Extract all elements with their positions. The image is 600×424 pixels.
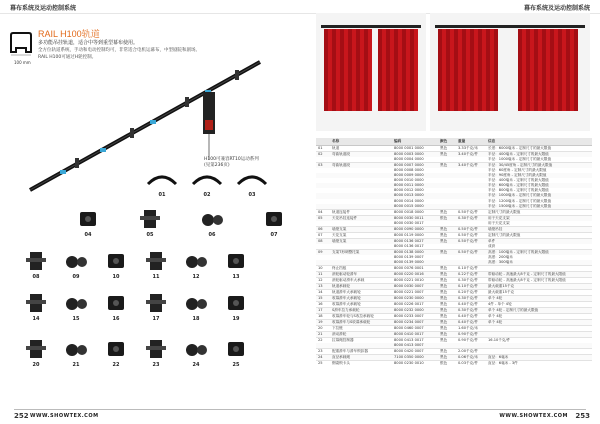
- row-weight: 0.10千克/件: [456, 284, 486, 290]
- row-info: 单个 4轮: [486, 296, 592, 302]
- row-number: 24: [316, 354, 330, 360]
- row-weight: 0.90千克/件: [456, 332, 486, 338]
- row-code: 8000 0014 0000: [394, 198, 424, 203]
- row-name: 轨道承载轮: [330, 284, 392, 290]
- row-weight: 0.90千克/件: [456, 338, 486, 344]
- row-code: 8000 0460 0007: [392, 326, 438, 332]
- row-weight: 0.40千克/件: [456, 302, 486, 308]
- row-weight: 3.33千克/米: [456, 145, 486, 151]
- row-number: 12: [316, 278, 330, 284]
- col-info-header: 信息: [486, 138, 592, 145]
- part-number-07: 07: [270, 232, 278, 238]
- row-code: 8000 0420 0007: [392, 348, 438, 354]
- row-info: 半径：400毫米 - 定制尺寸的最大限值: [488, 177, 549, 182]
- part-image-17: [140, 292, 172, 314]
- row-number: 25: [316, 360, 330, 366]
- part-number-12: 12: [192, 274, 200, 280]
- row-info: 带驱动轮 - 高速最大8千克 - 定制尺寸的最大限值: [486, 278, 592, 284]
- row-weight: 0.06千克/米: [456, 354, 486, 360]
- row-number: 22: [316, 338, 330, 344]
- part-image-10: [100, 250, 132, 272]
- row-number: 04: [316, 209, 330, 215]
- row-info: 直径：6毫米: [486, 354, 592, 360]
- row-name: 轨道滑车大承载轮: [330, 290, 392, 296]
- row-color: 黑色: [438, 302, 456, 308]
- row-name: 天花吊挂连接件: [330, 215, 392, 221]
- row-name: 直径承载绳: [330, 354, 392, 360]
- row-code: 8000 0233 0007: [392, 314, 438, 320]
- row-number: 15: [316, 296, 330, 302]
- row-color: 银色: [438, 215, 456, 221]
- row-code: 8000 0090 0000: [392, 226, 438, 232]
- part-image-22: [100, 338, 132, 360]
- row-code: 8000 0030 0017: [394, 220, 424, 225]
- part-number-21: 21: [72, 362, 80, 368]
- curtain-photo-2: [430, 13, 590, 131]
- row-weight: 0.40千克/件: [456, 314, 486, 320]
- row-code: 8000 0226 0017: [392, 302, 438, 308]
- row-name: 墙壁支架: [330, 238, 392, 244]
- row-code: 8000 0138 0000: [392, 249, 438, 255]
- row-color: 黑色: [438, 308, 456, 314]
- row-weight: 0.30千克/件: [456, 296, 486, 302]
- row-code: 8000 0011 0000: [392, 183, 438, 188]
- row-color: 黑色: [438, 266, 456, 272]
- part-image-23: [140, 338, 172, 360]
- row-code: 8000 0410 0017: [392, 332, 438, 338]
- row-number: 03: [316, 162, 330, 168]
- row-number: 09: [316, 249, 330, 255]
- part-image-09: [60, 250, 92, 272]
- page-number-right: 253: [575, 412, 590, 420]
- part-number-13: 13: [232, 274, 240, 280]
- row-weight: 1.60千克/米: [456, 326, 486, 332]
- row-color: 黑色: [438, 332, 456, 338]
- row-info: 单件: [486, 238, 592, 244]
- row-name: 支架T形调整托架: [330, 249, 392, 255]
- row-number: 19: [316, 320, 330, 326]
- row-number: 20: [316, 326, 330, 332]
- row-number: 06: [316, 226, 330, 232]
- part-image-21: [60, 338, 92, 360]
- row-code: 8000 0013 0000: [392, 193, 438, 198]
- row-code: 8000 0015 0000: [392, 204, 438, 210]
- row-code: 8000 0018 0000: [392, 209, 438, 215]
- curtain-photo-1: [316, 13, 426, 131]
- row-info: 直径：6毫米 - 3件: [486, 360, 592, 366]
- row-color: 黑色: [438, 162, 456, 168]
- part-image-08: [20, 250, 52, 272]
- row-color: 黑色: [438, 348, 456, 354]
- row-number: 08: [316, 238, 330, 244]
- row-number: 05: [316, 215, 330, 221]
- row-weight: 0.22千克/件: [456, 272, 486, 278]
- col-number-header: [316, 138, 330, 145]
- row-info: 高度：100毫米 - 定制尺寸的最大限值: [486, 249, 592, 255]
- row-code: 8000 0009 0000: [392, 173, 438, 178]
- row-color: 银色: [438, 360, 456, 366]
- website-right: WWW.SHOWTEX.COM: [499, 413, 568, 419]
- row-info: 最大载重15千克: [486, 290, 592, 296]
- row-name: 墙壁支架: [330, 226, 392, 232]
- part-number-22: 22: [112, 362, 120, 368]
- row-weight: 0.03千克/件: [456, 360, 486, 366]
- part-number-19: 19: [232, 316, 240, 322]
- row-color: 黑色: [438, 249, 456, 255]
- row-name: 收幕滑车轮与S收拉承载轮: [330, 314, 392, 320]
- col-name-header: 名称: [330, 138, 392, 145]
- row-weight: 0.50千克/件: [456, 209, 486, 215]
- row-color: 黑色: [438, 290, 456, 296]
- row-color: 黑色: [438, 284, 456, 290]
- row-info: 单个 4轮: [486, 314, 592, 320]
- part-number-04: 04: [84, 232, 92, 238]
- row-weight: 0.30千克/件: [456, 278, 486, 284]
- row-weight: 3.40千克/件: [456, 162, 486, 168]
- row-number: 01: [316, 145, 330, 151]
- part-image-19: [220, 292, 252, 314]
- part-number-14: 14: [32, 316, 40, 322]
- row-color: 黑色: [438, 151, 456, 157]
- row-code: 8000 0008 0000: [394, 167, 424, 172]
- part-image-12: [180, 250, 212, 272]
- part-number-24: 24: [192, 362, 200, 368]
- row-number: 23: [316, 348, 330, 354]
- row-code: 8000 0413 0007: [392, 343, 438, 348]
- part-image-07: [258, 208, 290, 230]
- row-number: 10: [316, 266, 330, 272]
- row-info: 用于天花支架: [488, 220, 510, 225]
- part-number-18: 18: [192, 316, 200, 322]
- row-number: 07: [316, 232, 330, 238]
- row-name: 终止挡板: [330, 266, 392, 272]
- row-info: 半径：600毫米 - 定制尺寸的最大限值: [486, 183, 592, 188]
- part-image-18: [180, 292, 212, 314]
- row-name: 轨道连接件: [330, 209, 392, 215]
- row-name: 弯曲轨道段: [330, 162, 392, 168]
- row-info: 半径：1000毫米 - 定制尺寸的最大限值: [488, 156, 552, 161]
- row-info: 单个 4轮: [486, 320, 592, 326]
- row-color: 黑色: [438, 314, 456, 320]
- part-number-02: 02: [203, 192, 211, 198]
- row-code: 8000 0119 0000: [392, 232, 438, 238]
- row-info: 最大载重15千克: [486, 284, 592, 290]
- row-name: 滚动滑轮: [330, 332, 392, 338]
- page-number-left: 252: [14, 412, 29, 420]
- row-info: 半径：1500毫米 - 定制尺寸的最大限值: [486, 204, 592, 210]
- row-code: 8000 0001 0000: [392, 145, 438, 151]
- row-code: 8000 0030 0007: [392, 284, 438, 290]
- row-info: 带驱动轮 - 高速最大8千克 - 定制尺寸的最大限值: [486, 272, 592, 278]
- row-code: 8000 0413 0017: [392, 338, 438, 344]
- row-name: 天花支架: [330, 232, 392, 238]
- row-color: 黑色: [438, 338, 456, 344]
- row-color: 黑色: [438, 278, 456, 284]
- row-color: 黑色: [438, 296, 456, 302]
- page-footer: [0, 409, 600, 424]
- row-color: 黑色: [438, 209, 456, 215]
- row-number: 02: [316, 151, 330, 157]
- part-image-02: [191, 168, 223, 190]
- row-code: 8000 0234 0007: [392, 320, 438, 326]
- row-number: 21: [316, 332, 330, 338]
- row-info: 半径：90度角 - 定制尺寸的最大限值: [486, 173, 592, 178]
- row-name: S滑车拉力承载轮: [330, 308, 392, 314]
- row-code: 8000 0221 0007: [392, 290, 438, 296]
- part-image-03: [236, 168, 268, 190]
- col-color-header: 颜色: [438, 138, 456, 145]
- row-info: 单个 4轮 - 定制尺寸的最大限值: [486, 308, 592, 314]
- row-name: 下拉链: [330, 326, 392, 332]
- row-info: 墙壁吊挂: [486, 226, 592, 232]
- header-right-title: 幕布系统及运动控制系统: [523, 5, 590, 12]
- row-info: 16.10千克/件: [486, 338, 592, 344]
- part-number-15: 15: [72, 316, 80, 322]
- row-info: 半径：400毫米 - 定制尺寸的最大限值: [486, 151, 592, 157]
- part-image-01: [146, 168, 178, 190]
- row-info: 长度：6000毫米 - 定制尺寸的最大限值: [486, 145, 592, 151]
- rail-dimension-label: 100 mm: [14, 60, 31, 65]
- row-weight: 0.50千克/件: [456, 238, 486, 244]
- row-name: 轨道: [330, 145, 392, 151]
- row-code: 8000 0139 0000: [392, 260, 438, 266]
- part-image-06: [196, 208, 228, 230]
- row-name: 滚轮驱动滑车大承载: [330, 278, 392, 284]
- part-number-23: 23: [152, 362, 160, 368]
- row-info: 高度：300毫米: [486, 260, 592, 266]
- part-image-04: [72, 208, 104, 230]
- row-info: 半径：60度角 - 定制尺寸的最大限值: [488, 167, 547, 172]
- row-info: 4件 - 单个 4轮: [486, 302, 592, 308]
- row-name: 弯曲轨道段: [330, 151, 392, 157]
- row-info: 成套: [488, 243, 496, 248]
- section-title: RAIL H100轨道: [38, 29, 100, 39]
- row-info: 用于天花支架: [486, 215, 592, 221]
- row-weight: 0.40千克/件: [456, 320, 486, 326]
- row-name: 滚轮驱动轮滑车: [330, 272, 392, 278]
- row-number: 13: [316, 284, 330, 290]
- part-number-17: 17: [152, 316, 160, 322]
- row-code: 8000 0139 0007: [394, 254, 424, 259]
- row-info: 半径：1000毫米 - 定制尺寸的最大限值: [486, 193, 592, 198]
- intro-line-2: RAIL H100可通过H轮控制。: [38, 55, 97, 60]
- row-code: 8000 0007 0000: [392, 162, 438, 168]
- row-weight: 0.50千克/件: [456, 226, 486, 232]
- caption-line-2: (见第236页): [204, 163, 230, 168]
- row-code: 8000 0076 0001: [392, 266, 438, 272]
- part-image-20: [20, 338, 52, 360]
- section-subtitle: 多功能吊挂轨道，适合中等到重型幕布使用。: [38, 40, 139, 46]
- row-color: 黑色: [438, 354, 456, 360]
- row-weight: 0.50千克/件: [456, 232, 486, 238]
- row-name: 拉幕绳控制器: [330, 338, 392, 344]
- row-number: 16: [316, 302, 330, 308]
- part-number-11: 11: [152, 274, 160, 280]
- row-code: 7100 0350 0000: [392, 354, 438, 360]
- part-number-16: 16: [112, 316, 120, 322]
- row-info: 定制尺寸的最大限值: [486, 232, 592, 238]
- part-image-25: [220, 338, 252, 360]
- row-color: 黑色: [438, 320, 456, 326]
- part-image-16: [100, 292, 132, 314]
- row-info: 高度：200毫米: [488, 254, 513, 259]
- row-name: 配重滑车与滑车锁扣器: [330, 348, 392, 354]
- row-name: 钢索锁卡头: [330, 360, 392, 366]
- caption-line-1: H100可兼容RT10运动系列: [204, 157, 259, 162]
- row-color: 黑色: [438, 272, 456, 278]
- part-image-11: [140, 250, 172, 272]
- part-number-06: 06: [208, 232, 216, 238]
- page-header: [0, 0, 600, 14]
- part-image-05: [134, 208, 166, 230]
- row-code: 8000 0012 0000: [394, 188, 424, 193]
- specs-table: [316, 138, 592, 366]
- row-number: 14: [316, 290, 330, 296]
- row-weight: 0.50千克/件: [456, 249, 486, 255]
- row-info: 半径：800毫米 - 定制尺寸的最大限值: [488, 188, 549, 193]
- row-code: 8000 0003 0000: [392, 151, 438, 157]
- row-code: 8000 0030 0011: [392, 215, 438, 221]
- row-code: 8000 0230 0010: [392, 360, 438, 366]
- row-code: 8000 0220 0016: [392, 272, 438, 278]
- row-code: 8000 0004 0000: [394, 156, 424, 161]
- part-image-14: [20, 292, 52, 314]
- part-number-20: 20: [32, 362, 40, 368]
- part-number-08: 08: [32, 274, 40, 280]
- col-code-header: 编码: [392, 138, 438, 145]
- row-code: 8000 0136 0017: [394, 243, 424, 248]
- website-left: WWW.SHOWTEX.COM: [30, 413, 99, 419]
- row-weight: 0.20千克/件: [456, 290, 486, 296]
- table-header-row: [316, 138, 592, 145]
- part-number-05: 05: [146, 232, 154, 238]
- row-weight: 0.30千克/件: [456, 215, 486, 221]
- row-color: 黑色: [438, 326, 456, 332]
- part-number-09: 09: [72, 274, 80, 280]
- row-name: 收幕滑车大承载轮: [330, 302, 392, 308]
- row-info: 半径：30/45度角 - 定制尺寸的最大限值: [486, 162, 592, 168]
- row-color: 黑色: [438, 226, 456, 232]
- row-code: 8000 0221 0010: [392, 278, 438, 284]
- col-weight-header: 重量: [456, 138, 486, 145]
- row-color: 黑色: [438, 145, 456, 151]
- row-weight: 0.30千克/件: [456, 308, 486, 314]
- row-number: 11: [316, 272, 330, 278]
- row-info: 半径：1200毫米 - 定制尺寸的最大限值: [488, 198, 552, 203]
- part-image-13: [220, 250, 252, 272]
- row-number: 17: [316, 308, 330, 314]
- part-image-15: [60, 292, 92, 314]
- part-number-10: 10: [112, 274, 120, 280]
- row-info: 定制尺寸的最大限值: [486, 209, 592, 215]
- row-code: 8000 0232 0000: [392, 308, 438, 314]
- row-code: 8000 0230 0000: [392, 296, 438, 302]
- row-weight: 0.10千克/件: [456, 266, 486, 272]
- row-code: 8000 0010 0000: [394, 177, 424, 182]
- row-code: 8000 0136 0027: [392, 238, 438, 244]
- row-number: 18: [316, 314, 330, 320]
- row-name: 收幕滑车与S收幕承载轮: [330, 320, 392, 326]
- part-number-01: 01: [158, 192, 166, 198]
- row-color: 黑色: [438, 238, 456, 244]
- intro-line-1: 全方位轨道系统，手动和电动控制均可，非常适合电机运幕布，中型剧院和剧场。: [38, 48, 200, 53]
- part-number-25: 25: [232, 362, 240, 368]
- row-weight: 3.40千克/件: [456, 151, 486, 157]
- row-weight: 2.00千克/件: [456, 348, 486, 354]
- row-name: 收幕滑车大承载轮: [330, 296, 392, 302]
- part-image-24: [180, 338, 212, 360]
- row-color: 黑色: [438, 232, 456, 238]
- table-row: [316, 360, 592, 366]
- header-left-title: 幕布系统及运动控制系统: [10, 5, 77, 12]
- part-number-03: 03: [248, 192, 256, 198]
